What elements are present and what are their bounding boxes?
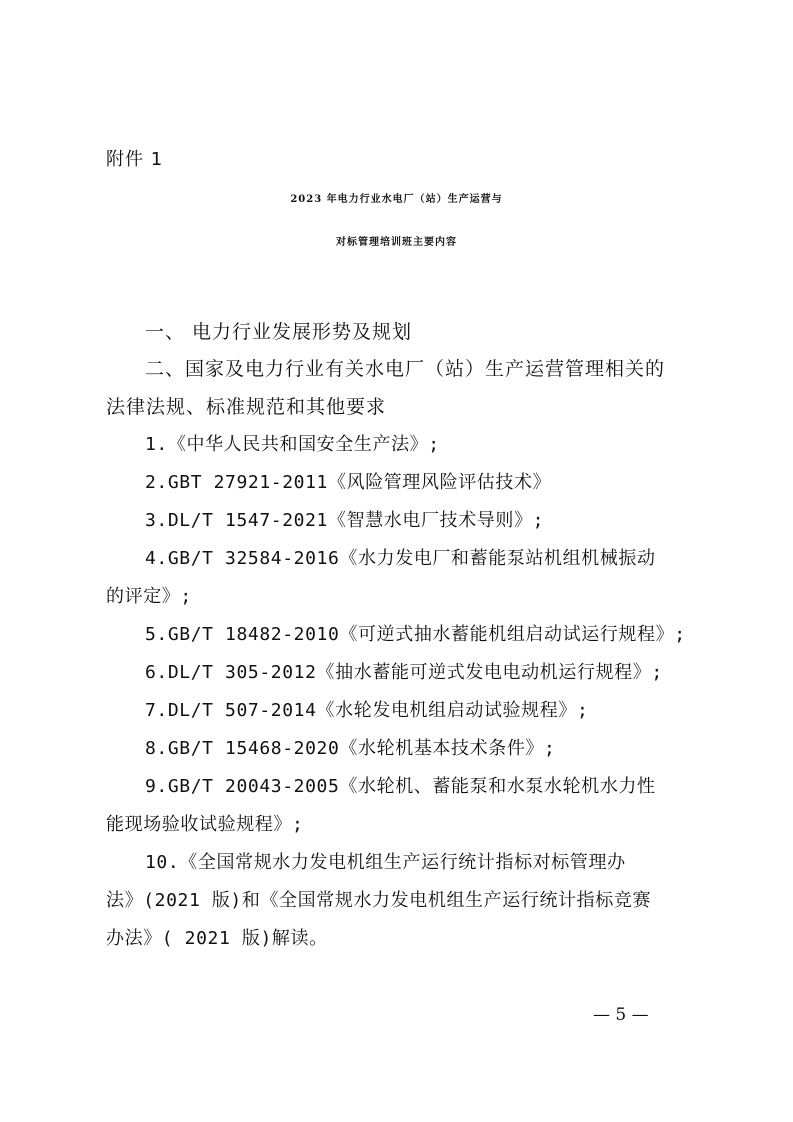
section-2-heading-continued: 法律法规、标准规范和其他要求 [106,396,387,418]
list-item-4: 4.GB/T 32584-2016《水力发电厂和蓄能泵站机组机械振动 [145,548,656,569]
document-title-line-2: 对标管理培训班主要内容 [336,237,457,248]
list-item-8: 8.GB/T 15468-2020《水轮机基本技术条件》; [145,738,556,759]
list-item-4-continued: 的评定》; [106,586,192,607]
document-title-line-1: 2023 年电力行业水电厂（站）生产运营与 [290,194,503,205]
list-item-5: 5.GB/T 18482-2010《可逆式抽水蓄能机组启动试运行规程》; [145,624,686,645]
list-item-7: 7.DL/T 507-2014《水轮发电机组启动试验规程》; [145,700,589,721]
list-item-10: 10.《全国常规水力发电机组生产运行统计指标对标管理办 [145,852,626,873]
page-number: — 5 — [593,1005,649,1025]
attachment-label: 附件 1 [106,149,164,170]
list-item-9: 9.GB/T 20043-2005《水轮机、蓄能泵和水泵水轮机水力性 [145,776,656,797]
list-item-6: 6.DL/T 305-2012《抽水蓄能可逆式发电电动机运行规程》; [145,662,663,683]
list-item-1: 1.《中华人民共和国安全生产法》; [145,434,440,455]
section-1-heading: 一、 电力行业发展形势及规划 [145,321,413,343]
list-item-3: 3.DL/T 1547-2021《智慧水电厂技术导则》; [145,510,545,531]
section-2-heading: 二、国家及电力行业有关水电厂（站）生产运营管理相关的 [145,358,666,380]
list-item-9-continued: 能现场验收试验规程》; [106,814,304,835]
list-item-10-continued: 法》(2021 版)和《全国常规水力发电机组生产运行统计指标竞赛 [106,890,652,911]
list-item-10-continued-2: 办法》( 2021 版)解读。 [106,928,328,949]
list-item-2: 2.GBT 27921-2011《风险管理风险评估技术》 [145,472,552,493]
